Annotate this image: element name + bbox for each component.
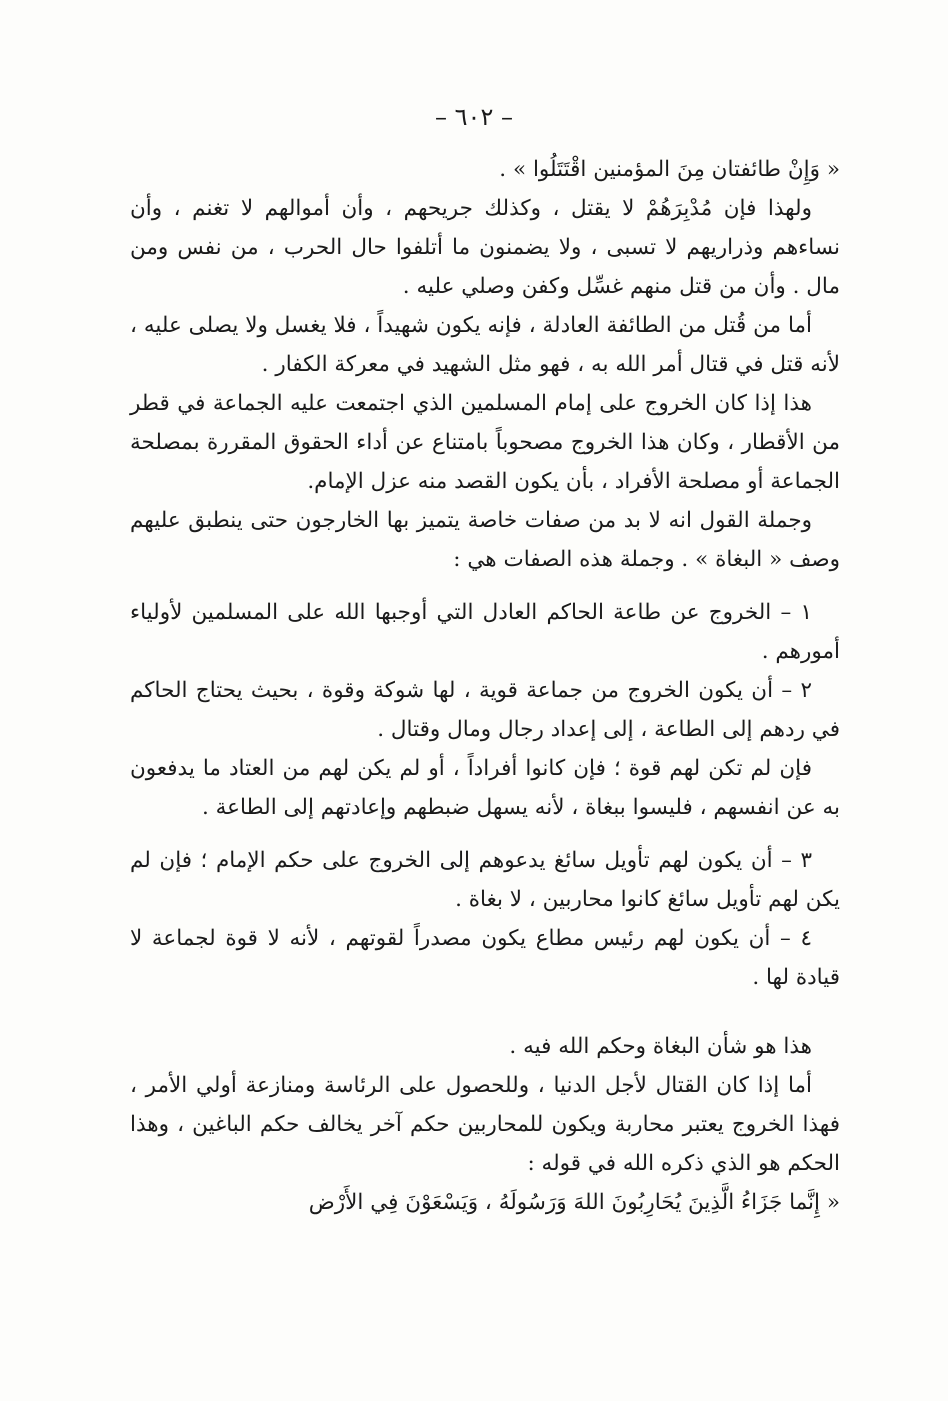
body-text xyxy=(130,150,840,1222)
quran-verse-opening: « وَإِنْ طائفتان مِنَ المؤمنين اقْتَتَلُوا » . xyxy=(499,157,840,182)
quran-verse-closing: « إِنَّما جَزَاءُ الَّذِينَ يُحَارِبُونَ اللهَ وَرَسُولَهُ ، وَيَسْعَوْنَ فِي الأَرْض xyxy=(308,1190,840,1215)
paragraph-rebellion-condition: هذا إذا كان الخروج على إمام المسلمين الذي اجتمعت عليه الجماعة في قطر من الأقطار ، وكان هذا الخروج مصحوباً بامتناع عن أداء الحقوق المقررة بمصلحة الجماعة أو مصلحة الأفراد ، بأن يكون القصد منه عزل الإمام. xyxy=(130,391,840,494)
list-item-2: ٢ – أن يكون الخروج من جماعة قوية ، لها شوكة وقوة ، بحيث يحتاج الحاكم في ردهم إلى الطاعة ، إلى إعداد رجال ومال وقتال . xyxy=(130,678,840,742)
paragraph-worldly-fighting: أما إذا كان القتال لأجل الدنيا ، وللحصول على الرئاسة ومنازعة أولي الأمر ، فهذا الخروج يعتبر محاربة ويكون للمحاربين حكم آخر يخالف حكم الباغين ، وهذا الحكم هو الذي ذكره الله في قوله : xyxy=(130,1073,840,1176)
list-item-1: ١ – الخروج عن طاعة الحاكم العادل التي أوجبها الله على المسلمين لأولياء أمورهم . xyxy=(130,600,840,664)
paragraph-rulings-on-rebels: ولهذا فإن مُدْبِرَهُمْ لا يقتل ، وكذلك جريحهم ، وأن أموالهم لا تغنم ، وأن نساءهم وذراريهم لا تسبى ، ولا يضمنون ما أتلفوا حال الحرب ، من نفس ومن مال . وأن من قتل منهم غسِّل وكفن وصلي عليه . xyxy=(130,196,840,299)
paragraph-rebel-attributes-intro: وجملة القول انه لا بد من صفات خاصة يتميز بها الخارجون حتى ينطبق عليهم وصف « البغاة » . وجملة هذه الصفات هي : xyxy=(130,508,840,572)
list-item-3: ٣ – أن يكون لهم تأويل سائغ يدعوهم إلى الخروج على حكم الإمام ؛ فإن لم يكن لهم تأويل سائغ كانوا محاربين ، لا بغاة . xyxy=(130,848,840,912)
paragraph-no-strength: فإن لم تكن لهم قوة ؛ فإن كانوا أفراداً ، أو لم يكن لهم من العتاد ما يدفعون به عن انفسهم ، فليسوا ببغاة ، لأنه يسهل ضبطهم وإعادتهم إلى الطاعة . xyxy=(130,756,840,820)
paragraph-just-party-martyr: أما من قُتل من الطائفة العادلة ، فإنه يكون شهيداً ، فلا يغسل ولا يصلى عليه ، لأنه قتل في قتال أمر الله به ، فهو مثل الشهيد في معركة الكفار . xyxy=(130,313,840,377)
list-item-4: ٤ – أن يكون لهم رئيس مطاع يكون مصدراً لقوتهم ، لأنه لا قوة لجماعة لا قيادة لها . xyxy=(130,926,840,990)
paragraph-summary: هذا هو شأن البغاة وحكم الله فيه . xyxy=(509,1034,812,1059)
page-number: – ٦٠٢ – xyxy=(435,103,513,131)
